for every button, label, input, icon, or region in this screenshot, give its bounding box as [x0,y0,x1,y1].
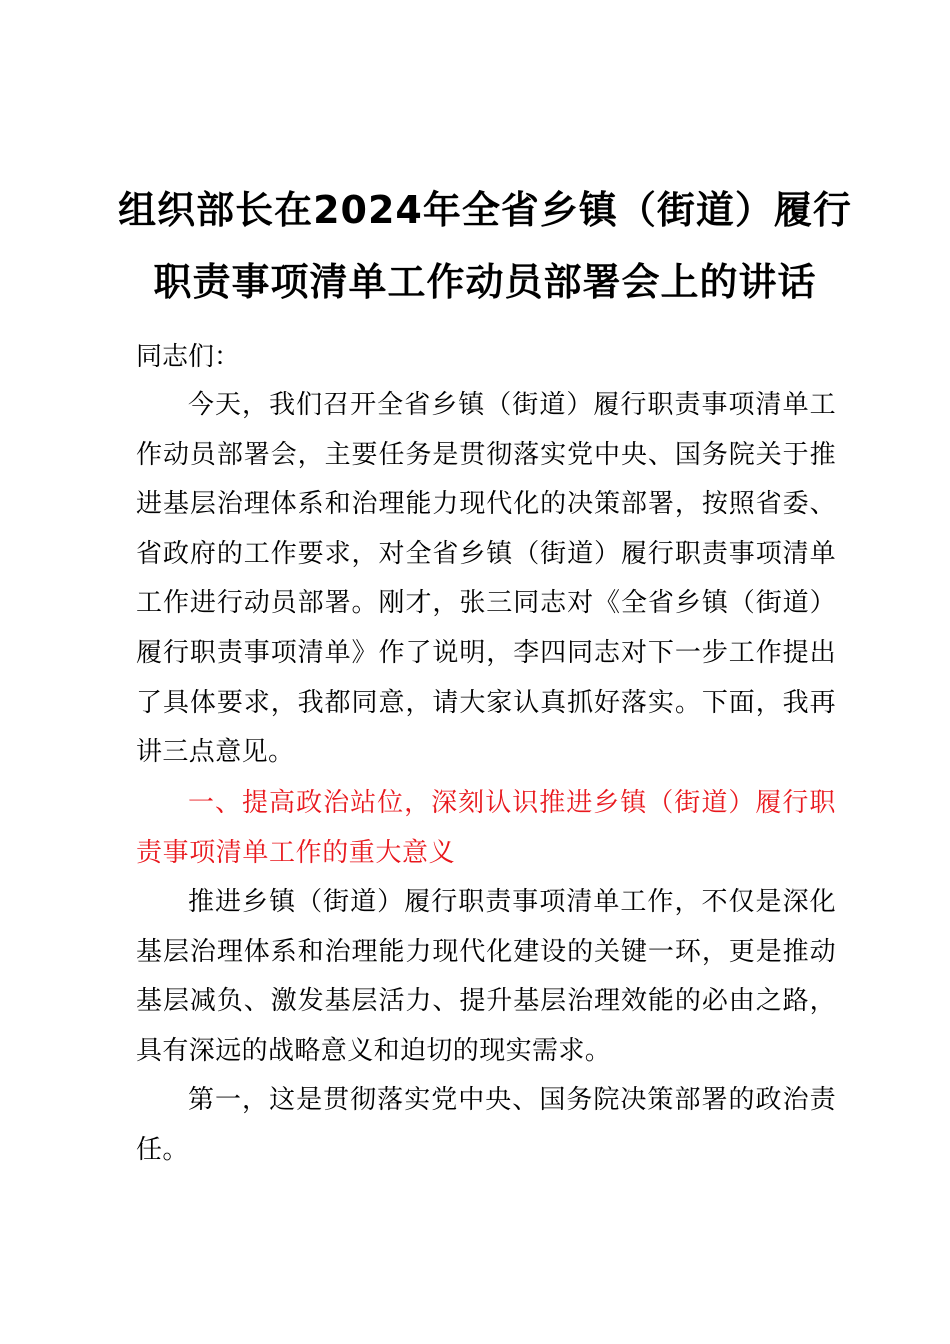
paragraph-first-point [136,1076,836,1175]
section-heading-1-text: 一、提高政治站位，深刻认识推进乡镇（街道）履行职责事项清单工作的重大意义 [136,788,836,868]
paragraph-intro-text: 今天，我们召开全省乡镇（街道）履行职责事项清单工作动员部署会，主要任务是贯彻落实党中央、国务院关于推进基层治理体系和治理能力现代化的决策部署，按照省委、省政府的工作要求，对全省乡镇（街道）履行职责事项清单工作进行动员部署。刚才，张三同志对《全省乡镇（街道）履行职责事项清单》作了说明，李四同志对下一步工作提出了具体要求，我都同意，请大家认真抓好落实。下面，我再讲三点意见。 [136,390,836,768]
document-title-line-2: 职责事项清单工作动员部署会上的讲话 [153,260,817,304]
paragraph-significance-text: 推进乡镇（街道）履行职责事项清单工作，不仅是深化基层治理体系和治理能力现代化建设的关键一环，更是推动基层减负、激发基层活力、提升基层治理效能的必由之路，具有深远的战略意义和迫切的现实需求。 [136,887,836,1066]
document-title-line-1: 组织部长在2024年全省乡镇（街道）履行 [118,188,852,232]
section-heading-1 [136,779,836,878]
paragraph-first-point-text: 第一，这是贯彻落实党中央、国务院决策部署的政治责任。 [136,1085,836,1165]
paragraph-significance [136,878,836,1076]
paragraph-intro [136,381,836,778]
salutation: 同志们： [136,342,241,372]
